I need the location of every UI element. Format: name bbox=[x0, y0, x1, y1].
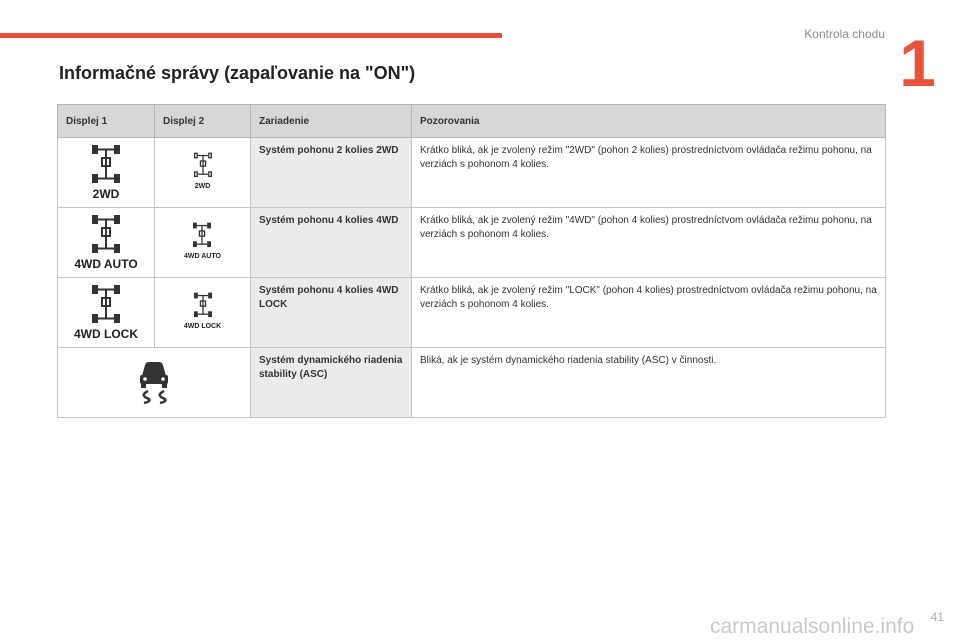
drivetrain-icon bbox=[92, 214, 120, 256]
display-cell bbox=[58, 348, 251, 418]
table-row bbox=[58, 278, 886, 348]
column-header: Displej 1 bbox=[58, 105, 155, 138]
table-header-row bbox=[58, 105, 886, 138]
display2-cell bbox=[155, 138, 251, 208]
page-title: Informačné správy (zapaľovanie na "ON") bbox=[59, 63, 416, 83]
table-row bbox=[58, 138, 886, 208]
drivetrain-icon bbox=[194, 292, 212, 319]
observation-cell: Krátko bliká, ak je zvolený režim "4WD" (pohon 4 kolies) prostredníctvom ovládača režimu pohonu, na verziách s pohonom 4 kolies. bbox=[412, 208, 886, 278]
display1-cell bbox=[58, 278, 155, 348]
display2-cell bbox=[155, 208, 251, 278]
table-row bbox=[58, 208, 886, 278]
device-cell: Systém pohonu 2 kolies 2WD bbox=[251, 138, 412, 208]
display1-cell bbox=[58, 138, 155, 208]
icon-label: 4WD AUTO bbox=[184, 252, 221, 260]
drivetrain-icon bbox=[92, 144, 120, 186]
drivetrain-icon bbox=[92, 284, 120, 326]
icon-label: 4WD LOCK bbox=[74, 327, 138, 341]
observation-cell: Krátko bliká, ak je zvolený režim "LOCK" (pohon 4 kolies) prostredníctvom ovládača režimu pohonu, na verziách s pohonom 4 kolies. bbox=[412, 278, 886, 348]
info-table bbox=[57, 104, 886, 418]
watermark: carmanualsonline.info bbox=[710, 615, 915, 638]
section-title: Kontrola chodu bbox=[804, 27, 885, 41]
icon-label: 2WD bbox=[194, 182, 211, 190]
drivetrain-icon bbox=[194, 152, 212, 179]
device-cell: Systém dynamického riadenia stability (ASC) bbox=[251, 348, 412, 418]
observation-cell: Krátko bliká, ak je zvolený režim "2WD" (pohon 2 kolies) prostredníctvom ovládača režimu pohonu, na verziách s pohonom 4 kolies. bbox=[412, 138, 886, 208]
display1-cell bbox=[58, 208, 155, 278]
display2-cell bbox=[155, 278, 251, 348]
page-number: 41 bbox=[930, 610, 944, 624]
observation-cell: Bliká, ak je systém dynamického riadenia stability (ASC) v činnosti. bbox=[412, 348, 886, 418]
column-header: Pozorovania bbox=[412, 105, 886, 138]
drivetrain-icon bbox=[193, 222, 211, 249]
table-row bbox=[58, 348, 886, 418]
device-cell: Systém pohonu 4 kolies 4WD LOCK bbox=[251, 278, 412, 348]
column-header: Zariadenie bbox=[251, 105, 412, 138]
stability-control-icon bbox=[134, 356, 174, 404]
chapter-number: 1 bbox=[899, 26, 936, 100]
top-accent-bar bbox=[0, 33, 502, 38]
column-header: Displej 2 bbox=[155, 105, 251, 138]
device-cell: Systém pohonu 4 kolies 4WD bbox=[251, 208, 412, 278]
icon-label: 4WD AUTO bbox=[74, 257, 138, 271]
icon-label: 4WD LOCK bbox=[183, 322, 222, 330]
icon-label: 2WD bbox=[92, 187, 120, 201]
